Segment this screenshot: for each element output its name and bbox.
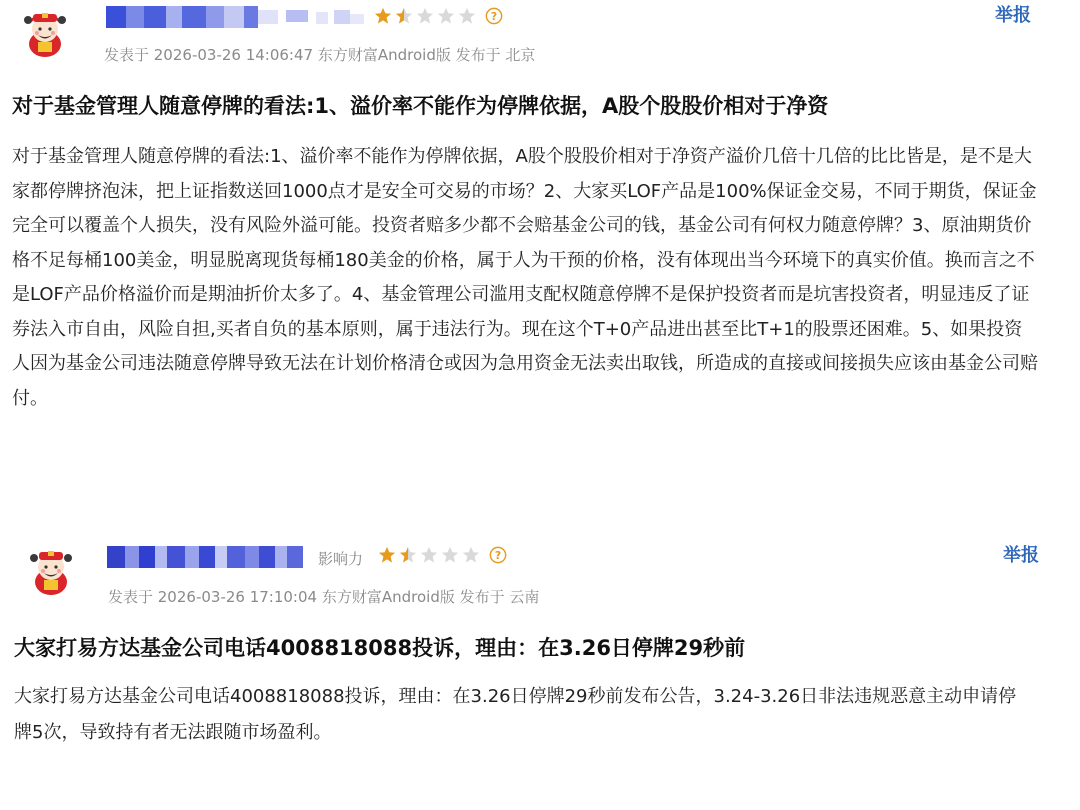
question-mark-icon[interactable] (485, 7, 503, 25)
username-pixelated[interactable] (107, 546, 303, 568)
svg-text:?: ? (494, 549, 502, 563)
report-link[interactable]: 举报 (995, 5, 1031, 26)
post-content: 大家打易方达基金公司电话4008818088投诉，理由：在3.26日停牌29秒前发布公告，3.24-3.26日非法违规恶意主动申请停牌5次，导致持有者无法跟随市场盈利。 (14, 686, 1017, 743)
star-icon (395, 7, 413, 25)
star-icon (441, 546, 459, 564)
star-icon (437, 7, 455, 25)
star-icon (416, 7, 434, 25)
svg-text:?: ? (490, 10, 498, 24)
rating-stars (374, 7, 503, 25)
star-icon (458, 7, 476, 25)
god-of-wealth-avatar-icon[interactable] (24, 542, 78, 596)
post-content: 对于基金管理人随意停牌的看法:1、溢价率不能作为停牌依据，A股个股股价相对于净资产溢价几倍十几倍的比比皆是，是不是大家都停牌挤泡沫，把上证指数送回1000点才是安全可交易的市场？2、大家买LOF产品是100%保证金交易，不同于期货，保证金完全可以覆盖个人损失，没有风险外溢可能。投资者赔多少都不会赔基金公司的钱，基金公司有何权力随意停牌？3、原油期货价格不足每桶100美金，明显脱离现货每桶180美金的价格，属于人为干预的价格，没有体现出当今环境下的真实价值。换而言之不是LOF产品价格溢价而是期油折价太多了。4、基金管理公司滥用支配权随意停牌不是保护投资者而是坑害投资者，明显违反了证券法入市自由，风险自担,买者自负的基本原则，属于违法行为。现在这个T+0产品进出甚至比T+1的股票还困难。5、如果投资人因为基金公司违法随意停牌导致无法在计划价格清仓或因为急用资金无法卖出取钱，所造成的直接或间接损失应该由基金公司赔付。 (12, 146, 1038, 409)
report-link[interactable]: 举报 (1003, 545, 1039, 566)
star-icon (374, 7, 392, 25)
star-icon (378, 546, 396, 564)
rating-stars (378, 546, 507, 564)
god-of-wealth-avatar-icon[interactable] (18, 4, 72, 58)
post-title[interactable]: 大家打易方达基金公司电话4008818088投诉，理由：在3.26日停牌29秒前 (14, 636, 746, 660)
influence-label: 影响力 (318, 550, 364, 568)
post-title[interactable]: 对于基金管理人随意停牌的看法:1、溢价率不能作为停牌依据，A股个股股价相对于净资 (12, 94, 829, 118)
star-icon (462, 546, 480, 564)
question-mark-icon[interactable] (489, 546, 507, 564)
star-icon (399, 546, 417, 564)
star-icon (420, 546, 438, 564)
username-pixelated[interactable] (106, 6, 364, 28)
post-meta: 发表于 2026-03-26 17:10:04 东方财富Android版 发布于 云南 (108, 588, 540, 606)
post-meta: 发表于 2026-03-26 14:06:47 东方财富Android版 发布于 北京 (104, 46, 536, 64)
